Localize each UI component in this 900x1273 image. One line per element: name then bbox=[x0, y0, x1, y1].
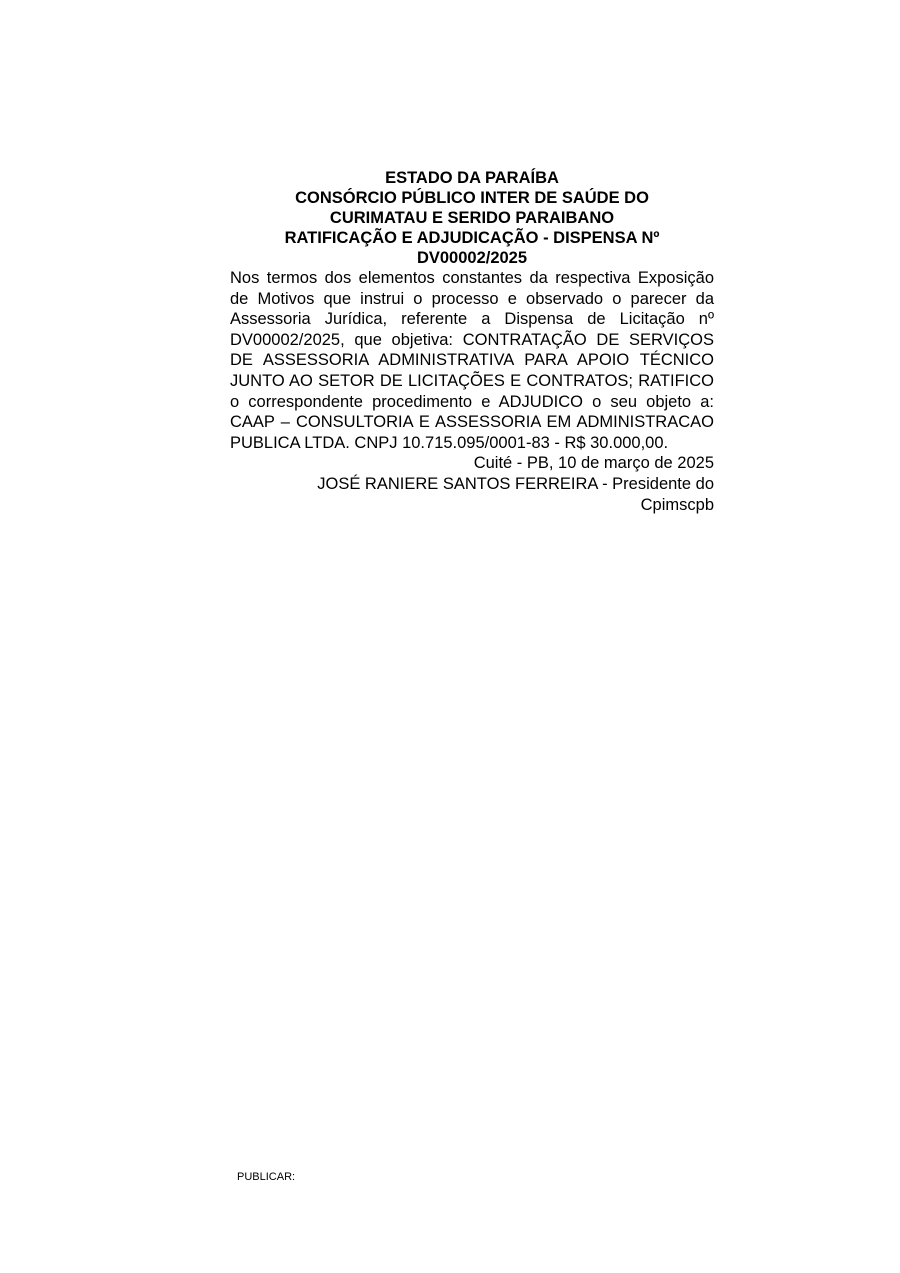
notice-block bbox=[230, 168, 714, 515]
signature-name-title: JOSÉ RANIERE SANTOS FERREIRA - Presidente do bbox=[317, 474, 714, 493]
place-date: Cuité - PB, 10 de março de 2025 bbox=[473, 454, 714, 473]
heading-consortium-line2: CURIMATAU E SERIDO PARAIBANO bbox=[329, 209, 615, 227]
notice-body-paragraph: Nos termos dos elementos constantes da respectiva Exposição de Motivos que instrui o processo e observado o parecer da Assessoria Jurídica, referente a Dispensa de Licitação nº DV00002/2025, que objetiva: CONTRATAÇÃO DE SERVIÇOS DE ASSESSORIA ADMINISTRATIVA PARA APOIO TÉCNICO JUNTO AO SETOR DE LICITAÇÕES E CONTRATOS; RATIFICO o correspondente procedimento e ADJUDICO o seu objeto a: CAAP – CONSULTORIA E ASSESSORIA EM ADMINISTRACAO PUBLICA LTDA. CNPJ 10.715.095/0001-83 - R$ 30.000,00. bbox=[230, 269, 714, 452]
heading-process-number: DV00002/2025 bbox=[416, 249, 528, 267]
publish-label: PUBLICAR: bbox=[237, 1171, 296, 1183]
heading-act-title: RATIFICAÇÃO E ADJUDICAÇÃO - DISPENSA Nº bbox=[284, 229, 660, 247]
heading-state: ESTADO DA PARAÍBA bbox=[385, 169, 559, 187]
signature-organization: Cpimscpb bbox=[640, 495, 714, 514]
heading-consortium-line1: CONSÓRCIO PÚBLICO INTER DE SAÚDE DO bbox=[295, 189, 649, 207]
notice-header bbox=[230, 168, 714, 268]
